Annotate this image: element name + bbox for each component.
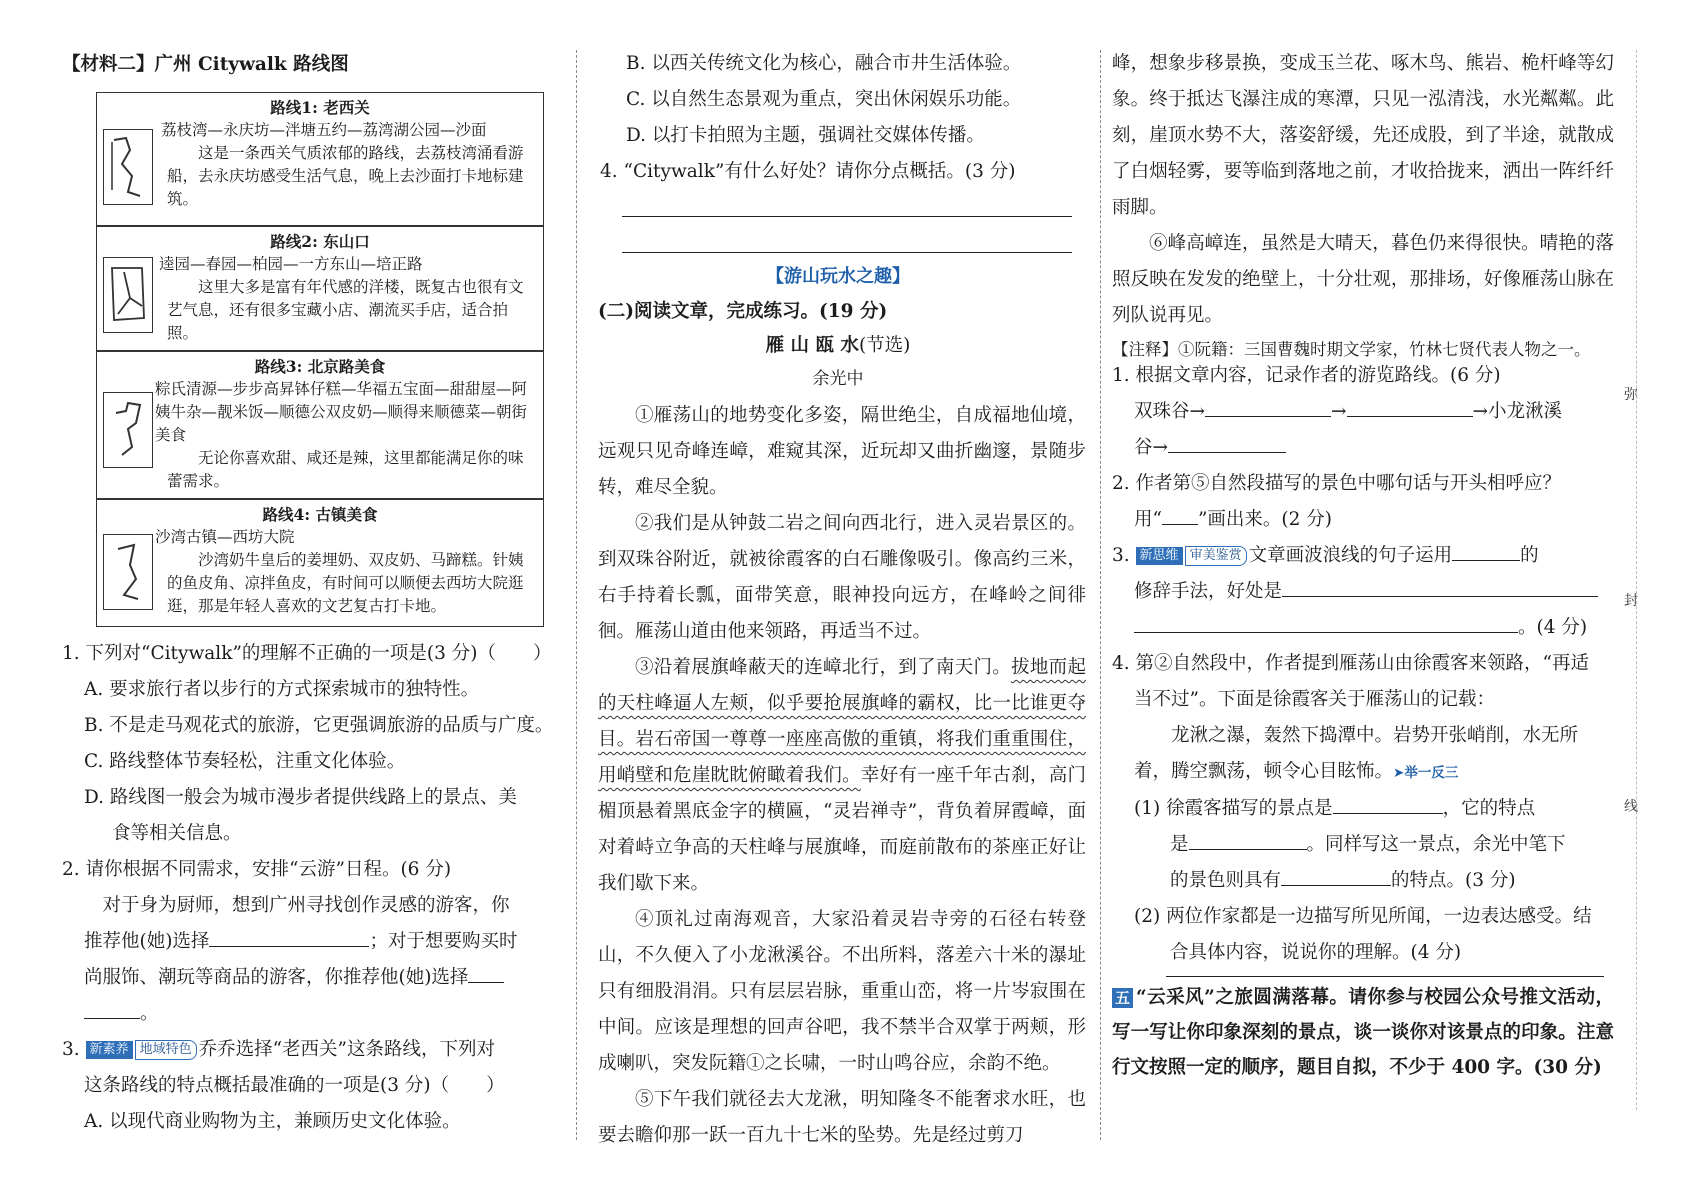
binding-mark: 弥 [1624,387,1638,403]
paragraph-3: ③沿着展旗峰蔽天的连嶂北行，到了南天门。 [635,657,1012,678]
section-title: 【游山玩水之趣】 [766,266,910,287]
option-a: A. 要求旅行者以步行的方式探索城市的独特性。 [84,679,480,700]
paragraph-3-cont: 幸好有一座千年古刹，高门楣顶悬着黑底金字的横匾，“灵岩禅寺”，背负着屏霞嶂，面对着峙立争高的天柱峰与展旗峰，而庭前散布的茶座正好让我们歇下来。 [598,765,1086,894]
footnote: 【注释】①阮籍：三国曹魏时期文学家，竹林七贤代表人物之一。 [1112,340,1591,359]
answer-blank[interactable] [1134,610,1518,633]
paragraph-5: ⑤下午我们就径去大龙湫，明知隆冬不能奢求水旺，也要去瞻仰那一跃一百九十七米的坠势。先是经过剪刀 [598,1089,1086,1146]
route-mid: →小龙湫溪 [1472,401,1563,422]
binding-mark: 封 [1624,593,1638,609]
option-d: D. 以打卡拍照为主题，强调社交媒体传播。 [626,125,985,146]
question-4-cont: 当不过”。下面是徐霞客关于雁荡山的记载： [1134,689,1495,710]
answer-blank[interactable] [1282,574,1598,597]
quote-line: 龙湫之瀑，轰然下捣潭中。岩势开张峭削，水无所 [1171,725,1579,746]
answer-line[interactable] [1166,976,1604,977]
answer-blank[interactable] [1205,394,1331,417]
question-3-cont: 这条路线的特点概括最准确的一项是(3 分)（ ） [84,1075,505,1096]
option-b: B. 以西关传统文化为核心，融合市井生活体验。 [626,53,1022,74]
route-title: 路线4: 古镇美食 [262,505,378,524]
question-3: 文章画波浪线的句子运用 [1248,545,1453,566]
tag-aesthetic: 审美鉴赏 [1185,546,1247,566]
answer-blank[interactable] [1347,394,1473,417]
tag-regional: 地域特色 [135,1040,197,1060]
paragraph-4: ④顶礼过南海观音，大家沿着灵岩寺旁的石径右转登山，不久便入了小龙湫溪谷。不出所料，落差六十米的瀑址只有细股涓涓。只有层层岩脉，重重山峦，将一片岑寂围在中间。应该是理想的回声谷吧，我不禁半合双掌于两颊，形成喇叭，突发阮籍①之长啸，一时山鸣谷应，余韵不绝。 [598,909,1086,1074]
author: 余光中 [812,369,864,389]
sub-question-1: 的景色则具有 [1170,870,1282,891]
sub-question-1: 是 [1170,834,1189,855]
tag-extend: ➤举一反三 [1393,765,1459,781]
option-d: D. 路线图一般会为城市漫步者提供线路上的景点、美 [84,787,517,808]
route-box [96,351,544,499]
answer-line[interactable] [622,252,1072,253]
route-path: 粽氏清源—步步高昇钵仔糕—华福五宝面—甜甜屋—阿姨牛杂—靓米饭—顺德公双皮奶—顺得来顺德菜—朝街美食 [155,380,528,444]
binding-mark: 线 [1624,799,1638,815]
sub-question-1: ，它的特点 [1442,798,1536,819]
question-2: 2. 请你根据不同需求，安排“云游”日程。(6 分) [62,859,452,880]
answer-blank[interactable] [1452,538,1520,561]
option-c: C. 以自然生态景观为重点，突出休闲娱乐功能。 [626,89,1022,110]
tag-new-literacy: 新素养 [86,1041,133,1059]
part-heading: (二)阅读文章，完成练习。(19 分) [598,301,888,322]
sub-question-1: (1) 徐霞客描写的景点是 [1134,798,1333,819]
answer-blank[interactable] [84,996,140,1019]
section-five-prompt: “云采风”之旅圆满落幕。请你参与校园公众号推文活动，写一写让你印象深刻的景点，谈一谈你对该景点的印象。注意行文按照一定的顺序，题目自拟，不少于 400 字。(30 分) [1112,987,1614,1078]
question-2: 2. 作者第⑤自然段描写的景色中哪句话与开头相呼应？ [1112,473,1562,494]
route-end: 谷→ [1134,437,1169,458]
tag-new-thinking: 新思维 [1136,547,1183,565]
material-title: 【材料二】广州 Citywalk 路线图 [62,54,349,75]
route-box [96,92,544,226]
q2-text: 尚服饰、潮玩等商品的游客，你推荐他(她)选择 [84,967,469,988]
q3-text: 。(4 分) [1518,617,1588,638]
q2-text: 推荐他(她)选择 [84,931,210,952]
quote-line: 着，腾空飘荡，顿令心目眩怖。 [1134,761,1394,782]
paragraph-6: ⑥峰高嶂连，虽然是大晴天，暮色仍来得很快。晴艳的落照反映在发发的绝壁上，十分壮观，那排场，好像雁荡山脉在列队说再见。 [1112,233,1614,326]
route-path: 逵园—春园—柏园—一方东山—培正路 [159,255,423,273]
answer-blank[interactable] [209,924,369,947]
article-note: (节选) [858,335,911,356]
question-1: 1. 根据文章内容，记录作者的游览路线。(6 分) [1112,365,1501,386]
q3-text: 修辞手法，好处是 [1134,581,1283,602]
sub-question-1: 的特点。(3 分) [1391,870,1516,891]
answer-blank[interactable] [1162,502,1198,525]
route-map-icon [103,257,153,333]
route-desc: 这里大多是富有年代感的洋楼，既复古也很有文艺气息，还有很多宝藏小店、潮流买手店，适合拍照。 [167,278,524,342]
question-4: 4. 第②自然段中，作者提到雁荡山由徐霞客来领路，“再适 [1112,653,1589,674]
route-map-icon [103,534,153,610]
column-divider [576,50,577,1140]
answer-blank[interactable] [1189,827,1307,850]
question-1: 1. 下列对“Citywalk”的理解不正确的一项是(3 分)（ ） [62,643,552,664]
option-d-cont: 食等相关信息。 [112,823,242,844]
q2-text: 。 [140,1003,159,1024]
route-path: 沙湾古镇—西坊大院 [155,528,295,546]
paragraph-5-cont: 峰，想象步移景换，变成玉兰花、啄木鸟、熊岩、桅杆峰等幻象。终于抵达飞瀑注成的寒潭，只见一泓清浅，水光粼粼。此刻，崖顶水势不大，落姿舒缓，先还成股，到了半途，就散成了白烟轻雾，要等临到落地之前，才收拾拢来，洒出一阵纤纤雨脚。 [1112,53,1614,218]
q2-text: ；对于想要购买时 [369,931,518,952]
question-3-number: 3. [62,1039,80,1060]
section-five-number: 五 [1112,988,1133,1008]
q2-text: 用“ [1134,509,1162,530]
route-title: 路线2: 东山口 [270,232,370,251]
route-box [96,226,544,351]
binding-line [1636,50,1637,1110]
paragraph-2: ②我们是从钟鼓二岩之间向西北行，进入灵岩景区的。到双珠谷附近，就被徐霞客的白石雕像吸引。像高约三米，右手持着长瓢，面带笑意，眼神投向远方，在峰岭之间徘徊。雁荡山道由他来领路，再适当不过。 [598,513,1086,642]
route-box [96,499,544,627]
question-3: 乔乔选择“老西关”这条路线，下列对 [198,1039,495,1060]
q2-text: ”画出来。(2 分) [1197,509,1333,530]
question-4: 4. “Citywalk”有什么好处？请你分点概括。(3 分) [600,161,1016,182]
route-title: 路线3: 北京路美食 [254,357,386,376]
column-middle [588,0,1088,1190]
route-map-icon [103,129,153,205]
route-map-icon [103,392,153,468]
route-desc: 沙湾奶牛皇后的姜埋奶、双皮奶、马蹄糕。针姨的鱼皮角、凉拌鱼皮，有时间可以顺便去西坊大院逛逛，那是年轻人喜欢的文艺复古打卡地。 [167,551,524,615]
column-right [1112,0,1618,1190]
answer-blank[interactable] [1333,791,1443,814]
route-path: 荔枝湾—永庆坊—泮塘五约—荔湾湖公园—沙面 [161,121,487,139]
route-desc: 这是一条西关气质浓郁的路线，去荔枝湾涌看游船，去永庆坊感受生活气息，晚上去沙面打卡地标建筑。 [167,144,524,208]
paragraph-1: ①雁荡山的地势变化多姿，隔世绝尘，自成福地仙境，远观只见奇峰连嶂，难窥其深，近玩却又曲折幽邃，景随步转，难尽全貌。 [598,405,1086,498]
column-divider [1100,50,1101,1140]
article-title: 雁 山 瓯 水 [765,335,859,356]
route-desc: 无论你喜欢甜、咸还是辣，这里都能满足你的味蕾需求。 [167,449,524,490]
question-3-number: 3. [1112,545,1130,566]
answer-blank[interactable] [1168,430,1286,453]
option-c: C. 路线整体节奏轻松，注重文化体验。 [84,751,406,772]
sub-question-2: (2) 两位作家都是一边描写所见所闻，一边表达感受。结 [1134,906,1592,927]
option-a: A. 以现代商业购物为主，兼顾历史文化体验。 [84,1111,461,1132]
answer-line[interactable] [622,216,1072,217]
sub-question-1: 。同样写这一景点，余光中笔下 [1306,834,1566,855]
sub-question-2-cont: 合具体内容，说说你的理解。(4 分) [1170,942,1462,963]
answer-blank[interactable] [1281,863,1391,886]
column-left [62,0,564,1190]
wavy-underlined-sentence: 拔地而起的天柱峰逼人左颊，似乎要抢展旗峰的霸权，比一比谁更夺目。岩石帝国一尊尊一座座高傲的重镇，将我们重重围住，用峭壁和危崖眈眈俯瞰着我们。 [598,657,1086,786]
route-start: 双珠谷→ [1134,401,1206,422]
q3-text: 的 [1520,545,1539,566]
q2-line-1: 对于身为厨师，想到广州寻找创作灵感的游客，你 [102,895,510,916]
route-title: 路线1: 老西关 [270,98,370,117]
route-arrow: → [1331,401,1347,422]
option-b: B. 不是走马观花式的旅游，它更强调旅游的品质与广度。 [84,715,554,736]
answer-blank[interactable] [468,960,504,983]
